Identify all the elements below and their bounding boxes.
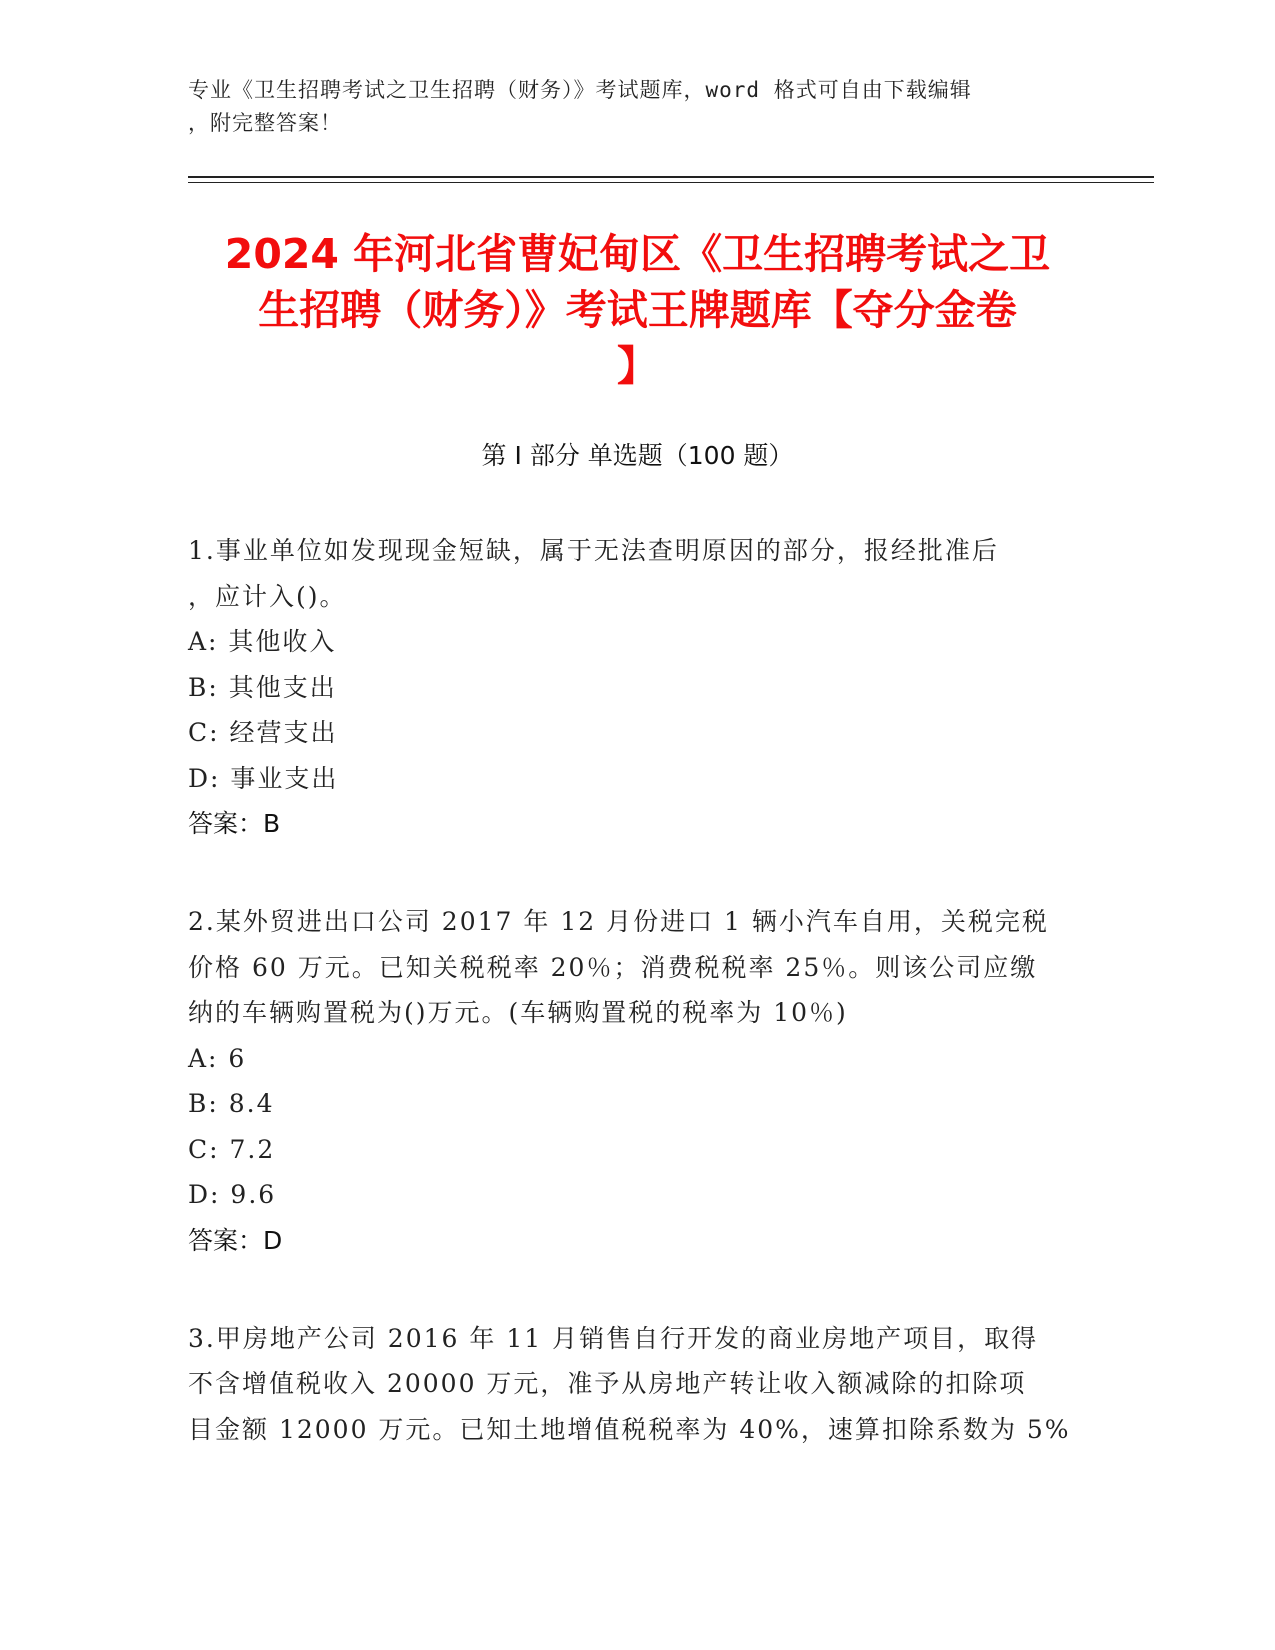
question-3 <box>188 1316 1088 1453</box>
option-a: A: 其他收入 <box>188 627 337 656</box>
answer: 答案：B <box>188 809 281 838</box>
option-c: C: 7.2 <box>188 1134 276 1164</box>
option-d: D: 9.6 <box>188 1180 277 1209</box>
header-note <box>188 74 1068 140</box>
option-c: C: 经营支出 <box>188 718 338 747</box>
question-stem-line: 1.事业单位如发现现金短缺，属于无法查明原因的部分，报经批准后 <box>188 536 999 565</box>
question-stem-line: 目金额 12000 万元。已知土地增值税税率为 40%，速算扣除系数为 5% <box>188 1414 1071 1444</box>
question-list <box>188 528 1088 1505</box>
title-line-2: 生招聘（财务）》考试王牌题库【夺分金卷 <box>258 286 1017 334</box>
question-stem-line: 2.某外贸进出口公司 2017 年 12 月份进口 1 辆小汽车自用，关税完税 <box>188 907 1049 936</box>
document-title <box>170 226 1105 394</box>
question-stem-line: ，应计入()。 <box>188 581 347 611</box>
title-line-1: 2024 年河北省曹妃甸区《卫生招聘考试之卫 <box>224 230 1051 278</box>
option-b: B: 其他支出 <box>188 672 337 702</box>
answer: 答案：D <box>188 1225 283 1255</box>
section-heading: 第 I 部分 单选题（100 题） <box>481 441 794 470</box>
header-note-line-2: ，附完整答案！ <box>188 111 342 135</box>
option-a: A: 6 <box>188 1043 247 1073</box>
question-2 <box>188 899 1088 1263</box>
question-stem-line: 价格 60 万元。已知关税税率 20％；消费税税率 25％。则该公司应缴 <box>188 952 1038 982</box>
question-stem-line: 3.甲房地产公司 2016 年 11 月销售自行开发的商业房地产项目，取得 <box>188 1323 1039 1353</box>
question-stem-line: 不含增值税收入 20000 万元，准予从房地产转让收入额减除的扣除项 <box>188 1369 1027 1398</box>
question-1 <box>188 528 1088 846</box>
question-stem-line: 纳的车辆购置税为()万元。(车辆购置税的税率为 10％) <box>188 998 848 1027</box>
option-d: D: 事业支出 <box>188 763 339 793</box>
title-line-3: 】 <box>617 342 658 390</box>
header-note-line-1: 专业《卫生招聘考试之卫生招聘（财务）》考试题库，word 格式可自由下载编辑 <box>188 78 972 102</box>
header-divider-thin <box>188 182 1154 183</box>
header-divider-thick <box>188 176 1154 178</box>
option-b: B: 8.4 <box>188 1089 275 1118</box>
